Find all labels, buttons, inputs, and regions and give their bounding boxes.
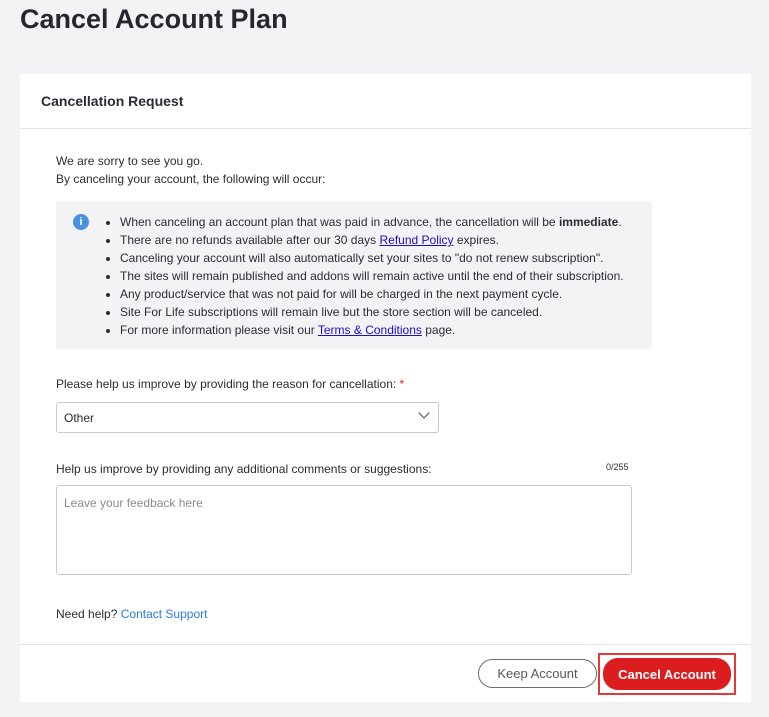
char-counter: 0/255 (606, 462, 629, 472)
highlight-box (598, 653, 736, 695)
page-title: Cancel Account Plan (20, 4, 288, 34)
required-mark: * (399, 377, 405, 391)
feedback-input[interactable] (56, 485, 632, 575)
reason-select[interactable]: Other (56, 402, 439, 433)
intro-text (56, 152, 325, 188)
chevron-down-icon (418, 407, 429, 418)
info-item: • Site For Life subscriptions will remain live but the store section will be canceled. (120, 303, 624, 321)
cancellation-card (20, 74, 751, 702)
info-item: • For more information please visit our Terms & Conditions page. (120, 321, 624, 339)
footer-divider (20, 644, 751, 645)
cancel-account-button[interactable]: Cancel Account (603, 658, 731, 690)
info-box (56, 201, 652, 349)
info-item: • Any product/service that was not paid for will be charged in the next payment cycle. (120, 285, 624, 303)
card-title: Cancellation Request (20, 74, 751, 129)
terms-link[interactable]: Terms & Conditions (317, 323, 422, 337)
intro-line: We are sorry to see you go. (56, 154, 204, 168)
refund-policy-link[interactable]: Refund Policy (379, 233, 454, 247)
info-item: • There are no refunds available after our 30 days Refund Policy expires. (120, 231, 624, 249)
info-item: • The sites will remain published and addons will remain active until the end of their subscription. (120, 267, 624, 285)
keep-account-button[interactable]: Keep Account (478, 659, 597, 688)
intro-line: By canceling your account, the following will occur: (56, 172, 326, 186)
reason-label: Please help us improve by providing the reason for cancellation: * (56, 377, 405, 391)
info-icon: i (73, 214, 89, 230)
comments-label: Help us improve by providing any additional comments or suggestions: (56, 462, 432, 476)
info-item: • When canceling an account plan that was paid in advance, the cancellation will be immediate. (120, 213, 624, 231)
contact-support-link[interactable]: Contact Support (120, 607, 208, 621)
help-text: Need help? Contact Support (56, 607, 208, 621)
info-item: • Canceling your account will also automatically set your sites to "do not renew subscription". (120, 249, 624, 267)
